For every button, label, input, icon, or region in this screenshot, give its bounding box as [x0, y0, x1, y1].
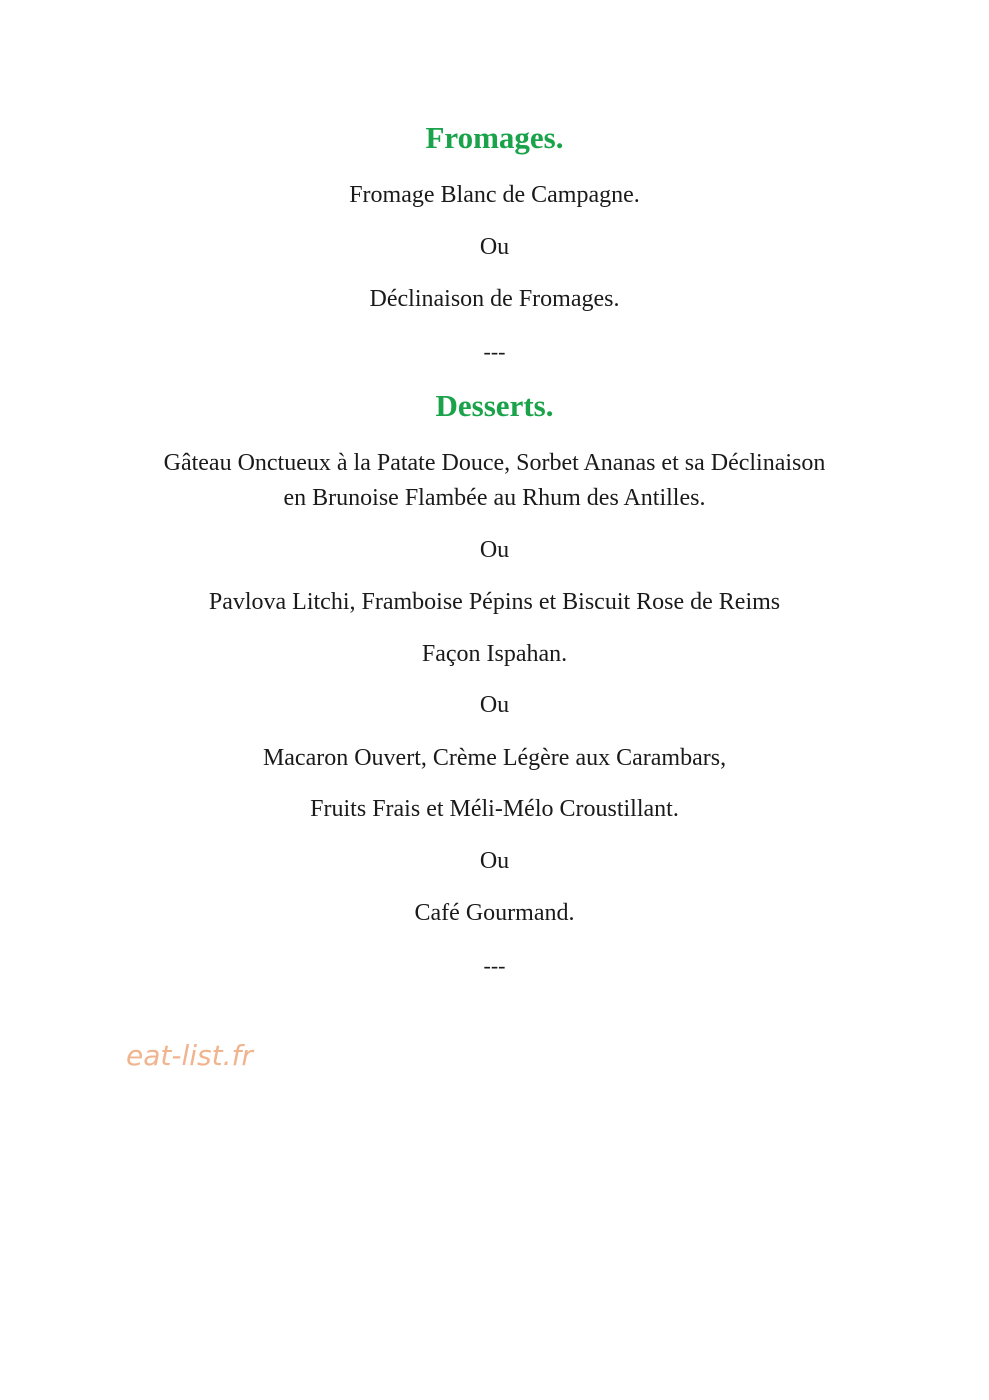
- menu-item-continued: en Brunoise Flambée au Rhum des Antilles.: [283, 485, 706, 511]
- menu-item: Macaron Ouvert, Crème Légère aux Carambars,: [262, 745, 727, 771]
- menu-item: Déclinaison de Fromages.: [369, 286, 620, 312]
- desserts-heading: Desserts.: [435, 388, 554, 423]
- or-separator: Ou: [479, 848, 510, 874]
- menu-item-continued: Fruits Frais et Méli-Mélo Croustillant.: [310, 796, 679, 822]
- section-separator: ---: [483, 953, 506, 978]
- menu-item-continued: Façon Ispahan.: [421, 641, 568, 667]
- section-separator: ---: [483, 339, 506, 364]
- menu-item: Pavlova Litchi, Framboise Pépins et Biscuit Rose de Reims: [208, 589, 781, 615]
- watermark-logo: eat-list.fr: [126, 1039, 253, 1072]
- or-separator: Ou: [479, 692, 510, 718]
- menu-item: Fromage Blanc de Campagne.: [349, 182, 640, 208]
- menu-item: Café Gourmand.: [414, 900, 575, 926]
- or-separator: Ou: [479, 234, 510, 260]
- fromages-heading: Fromages.: [425, 120, 564, 155]
- menu-item: Gâteau Onctueux à la Patate Douce, Sorbet Ananas et sa Déclinaison: [163, 450, 826, 476]
- or-separator: Ou: [479, 537, 510, 563]
